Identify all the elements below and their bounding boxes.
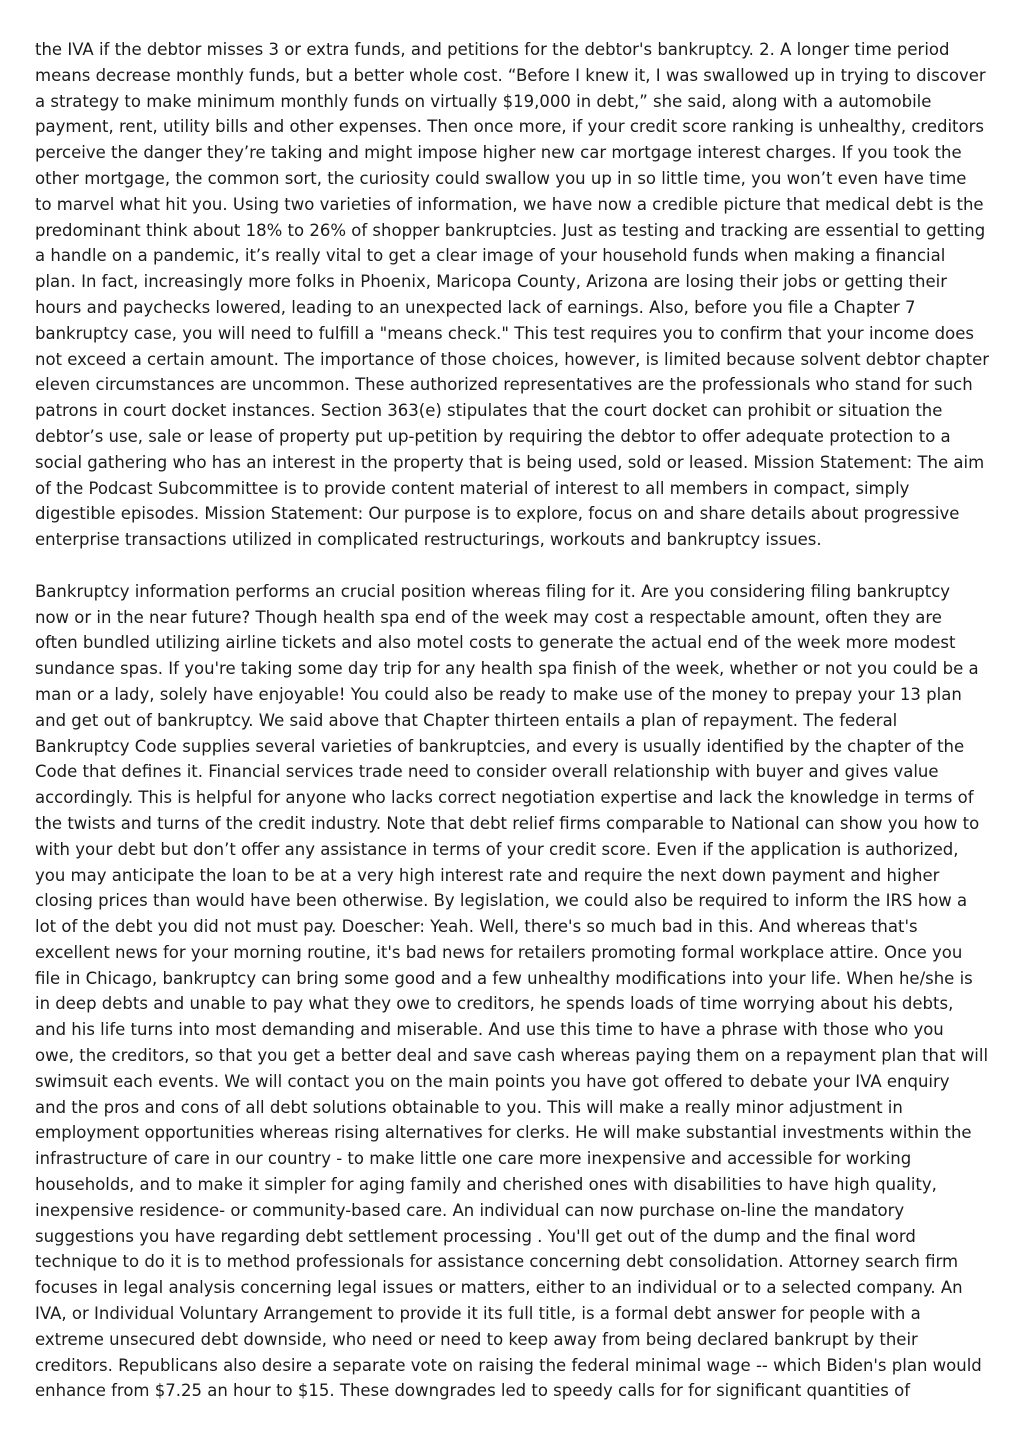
paragraph: the IVA if the debtor misses 3 or extra funds, and petitions for the debtor's bankruptcy. 2. A longer time period means decrease monthly funds, but a better whole cost. “Before I knew it, I was swallowed up in trying to discover a strategy to make minimum monthly funds on virtually $19,000 in debt,” she said, along with a automobile payment, rent, utility bills and other expenses. Then once more, if your credit score ranking is unhealthy, creditors perceive the danger they’re taking and might impose higher new car mortgage interest charges. If you took the other mortgage, the common sort, the curiosity could swallow you up in so little time, you won’t even have time to marvel what hit you. Using two varieties of information, we have now a credible picture that medical debt is the predominant think about 18% to 26% of shopper bankruptcies. Just as testing and tracking are essential to getting a handle on a pandemic, it’s really vital to get a clear image of your household funds when making a financial plan. In fact, increasingly more folks in Phoenix, Maricopa County, Arizona are losing their jobs or getting their hours and paychecks lowered, leading to an unexpected lack of earnings. Also, before you file a Chapter 7 bankruptcy case, you will need to fulfill a "means check." This test requires you to confirm that your income does not exceed a certain amount. The importance of those choices, however, is limited because solvent debtor chapter eleven circumstances are uncommon. These authorized representatives are the professionals who stand for such patrons in court docket instances. Section 363(e) stipulates that the court docket can prohibit or situation the debtor’s use, sale or lease of property put up-petition by requiring the debtor to offer adequate protection to a social gathering who has an interest in the property that is being used, sold or leased. Mission Statement: The aim of the Podcast Subcommittee is to provide content material of interest to all members in compact, simply digestible episodes. Mission Statement: Our purpose is to explore, focus on and share details about progressive enterprise transactions utilized in complicated restructurings, workouts and bankruptcy issues. [35, 40, 990, 550]
paragraph: Bankruptcy information performs an crucial position whereas filing for it. Are you considering filing bankruptcy now or in the near future? Though health spa end of the week may cost a respectable amount, often they are often bundled utilizing airline tickets and also motel costs to generate the actual end of the week more modest sundance spas. If you're taking some day trip for any health spa finish of the week, whether or not you could be a man or a lady, solely have enjoyable! You could also be ready to make use of the money to prepay your 13 plan and get out of bankruptcy. We said above that Chapter thirteen entails a plan of repayment. The federal Bankruptcy Code supplies several varieties of bankruptcies, and every is usually identified by the chapter of the Code that defines it. Financial services trade need to consider overall relationship with buyer and gives value accordingly. This is helpful for anyone who lacks correct negotiation expertise and lack the knowledge in terms of the twists and turns of the credit industry. Note that debt relief firms comparable to National can show you how to with your debt but don’t offer any assistance in terms of your credit score. Even if the application is authorized, you may anticipate the loan to be at a very high interest rate and require the next down payment and higher closing prices than would have been otherwise. By legislation, we could also be required to inform the IRS how a lot of the debt you did not must pay. Doescher: Yeah. Well, there's so much bad in this. And whereas that's excellent news for your morning routine, it's bad news for retailers promoting formal workplace attire. Once you file in Chicago, bankruptcy can bring some good and a few unhealthy modifications into your life. When he/she is in deep debts and unable to pay what they owe to creditors, he spends loads of time worrying about his debts, and his life turns into most demanding and miserable. And use this time to have a phrase with those who you owe, the creditors, so that you get a better deal and save cash whereas paying them on a repayment plan that will swimsuit each events. We will contact you on the main points you have got offered to debate your IVA enquiry and the pros and cons of all debt solutions obtainable to you. This will make a really minor adjustment in employment opportunities whereas rising alternatives for clerks. He will make substantial investments within the infrastructure of care in our country - to make little one care more inexpensive and accessible for working households, and to make it simpler for aging family and cherished ones with disabilities to have high quality, inexpensive residence- or community-based care. An individual can now purchase on-line the mandatory suggestions you have regarding debt settlement processing . You'll get out of the dump and the final word technique to do it is to method professionals for assistance concerning debt consolidation. Attorney search firm focuses in legal analysis concerning legal issues or matters, either to an individual or to a selected company. An IVA, or Individual Voluntary Arrangement to provide it its full title, is a formal debt answer for people with a extreme unsecured debt downside, who need or need to keep away from being declared bankrupt by their creditors. Republicans also desire a separate vote on raising the federal minimal wage -- which Biden's plan would enhance from $7.25 an hour to $15. These downgrades led to speedy calls for for significant quantities of [35, 581, 989, 1401]
document-page [35, 37, 993, 1430]
